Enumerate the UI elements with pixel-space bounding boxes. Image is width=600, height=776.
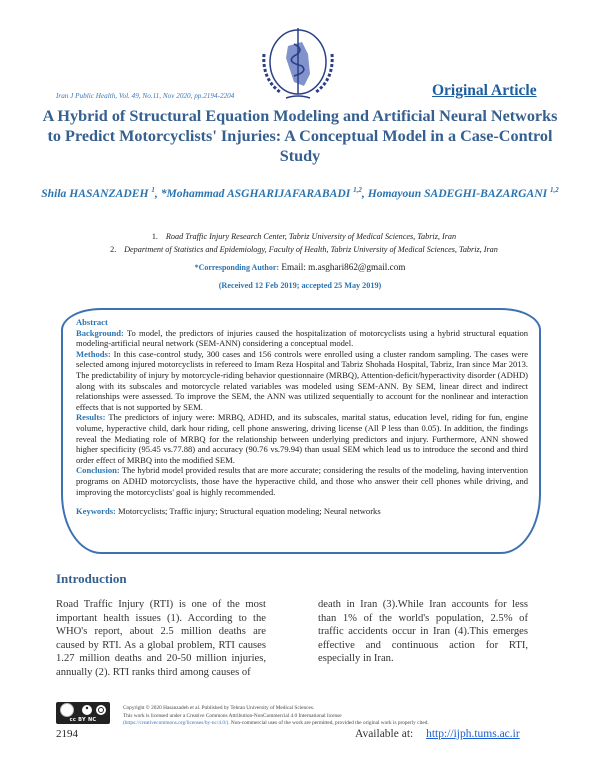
affiliation-text: Road Traffic Injury Research Center, Tabriz University of Medical Sciences, Tabriz, Iran bbox=[165, 232, 457, 241]
results-text: The predictors of injury were: MRBQ, ADHD, and its subscales, marital status, education level, riding for fun, engine volume, hyperactive child, dark hour riding, cell phone answering, driving license (All P less than 0.05). In addition, the findings reveal the Mediating role of MRBQ for the relationship between underlying predictors and injury. Furthermore, ANN showed higher specificity (95.45 vs.77.88) and accuracy (90.76 vs.79.94) than usual SEM which lead us to introduce the second and third order effect of MRBQ into the modified SEM. bbox=[76, 412, 528, 465]
usage-line: Non-commercial uses of the work are permitted, provided the original work is properly cited. bbox=[230, 720, 429, 727]
introduction-heading: Introduction bbox=[56, 571, 127, 586]
journal-url-link[interactable]: http://ijph.tums.ac.ir bbox=[426, 728, 520, 740]
abstract-heading: Abstract bbox=[76, 317, 108, 327]
affiliation-number: 2. bbox=[110, 245, 117, 254]
author-affiliation: 1,2 bbox=[550, 186, 559, 194]
corresponding-email[interactable]: Email: m.asghari862@gmail.com bbox=[281, 262, 406, 272]
methods-label: Methods: bbox=[76, 348, 111, 359]
creative-commons-badge-text: cc BY NC bbox=[69, 717, 97, 723]
creative-commons-badge[interactable] bbox=[56, 702, 110, 724]
abstract-conclusion bbox=[76, 465, 528, 497]
conclusion-label: Conclusion: bbox=[76, 465, 120, 476]
affiliation-item bbox=[40, 230, 560, 243]
results-label: Results: bbox=[76, 412, 106, 423]
keywords-text: Motorcyclists; Traffic injury; Structural equation modeling; Neural networks bbox=[118, 506, 381, 517]
journal-logo bbox=[250, 24, 346, 104]
introduction-column-left: Road Traffic Injury (RTI) is one of the most important health issues (1). According to the WHO's report, about 2.5 million deaths are caused by RTI. As a global problem, RTI causes 1.27 million deaths and 20-50 million injuries, annually (2). RTI ranks third among causes of bbox=[56, 599, 266, 678]
corresponding-label: *Corresponding Author: bbox=[194, 263, 280, 272]
author-name: Homayoun SADEGHI-BAZARGANI bbox=[367, 186, 548, 200]
available-label: Available at: bbox=[355, 728, 414, 740]
introduction-column-right: death in Iran (3).While Iran accounts for less than 1% of the world's population, 2.5% of traffic accidents occur in Iran (4).This emerges effective and continuous action for RTI, especially in Iran. bbox=[318, 599, 528, 665]
author-affiliation: 1,2 bbox=[353, 186, 362, 194]
affiliation-item bbox=[40, 243, 560, 256]
abstract bbox=[76, 317, 528, 517]
methods-text: In this case-control study, 300 cases and 156 controls were enrolled using a cluster random sampling. The cases were selected among injured motorcyclists in refereed to Imam Reza Hospital and Tabriz Shohada Hospital, Tabriz, Iran since Mar 2013. The predictability of injury by motorcycle-riding behavior questionnaire (MRBQ), Attention-deficit/hyperactivity disorder (ADHD) along with its subscales and motorcycle related variables was modeled using SEM-ANN. By SEM, linear direct and indirect relationships were assessed. To improve the SEM, the ANN was utilized sequentially to account for the nonlinear and interaction effects that is not supported by SEM. bbox=[76, 348, 528, 412]
license-line: This work is licensed under a Creative Commons Attribution-NonCommercial 4.0 International license bbox=[123, 712, 342, 719]
page-number: 2194 bbox=[56, 728, 78, 740]
author-name: *Mohammad ASGHARIJAFARABADI bbox=[160, 186, 351, 200]
paper-title: A Hybrid of Structural Equation Modeling and Artificial Neural Networks to Predict Motorcyclists' Injuries: A Conceptual Model in a Case-Control Study bbox=[42, 107, 558, 165]
author-affiliation: 1 bbox=[151, 186, 155, 194]
background-text: To model, the predictors of injuries caused the hospitalization of motorcyclists using a hybrid structural equation modeling-artificial neural network (SEM-ANN) considering a conceptual model. bbox=[76, 327, 528, 349]
background-label: Background: bbox=[76, 327, 124, 338]
abstract-keywords bbox=[76, 506, 528, 517]
author-list: Shila HASANZADEH $^1$, *Mohammad ASGHARIJAFARABADI $^{1,2}$, Homayoun SADEGHI-BAZARGANI $^{1,2}$ bbox=[41, 186, 559, 200]
availability bbox=[355, 728, 520, 740]
conclusion-text: The hybrid model provided results that are more accurate; considering the results of the modeling, having intervention programs on ADHD motorcyclists, those have the hyperactive child, and those who answer their cell phones while driving, and improving the motorcyclists' goal is highly recommended. bbox=[76, 465, 529, 497]
abstract-background bbox=[76, 328, 528, 349]
affiliation-number: 1. bbox=[151, 232, 158, 241]
affiliation-text: Department of Statistics and Epidemiology, Faculty of Health, Tabriz University of Medical Sciences, Tabriz, Iran bbox=[124, 245, 498, 254]
corresponding-author bbox=[40, 262, 560, 272]
abstract-methods bbox=[76, 349, 528, 413]
copyright-line: Copyright © 2020 Hasanzadeh et al. Published by Tehran University of Medical Sciences. bbox=[123, 705, 315, 711]
license-link[interactable]: (https://creativecommons.org/licenses/by-nc/4.0/). bbox=[123, 720, 230, 727]
keywords-label: Keywords: bbox=[76, 506, 116, 517]
copyright-notice bbox=[123, 705, 429, 728]
journal-citation: Iran J Public Health, Vol. 49, No.11, Nov 2020, pp.2194-2204 bbox=[56, 92, 235, 100]
author-name: Shila HASANZADEH bbox=[41, 186, 149, 200]
affiliations bbox=[40, 230, 560, 256]
article-type-label: Original Article bbox=[432, 82, 537, 99]
received-dates: (Received 12 Feb 2019; accepted 25 May 2019) bbox=[218, 281, 382, 290]
abstract-results bbox=[76, 412, 528, 465]
